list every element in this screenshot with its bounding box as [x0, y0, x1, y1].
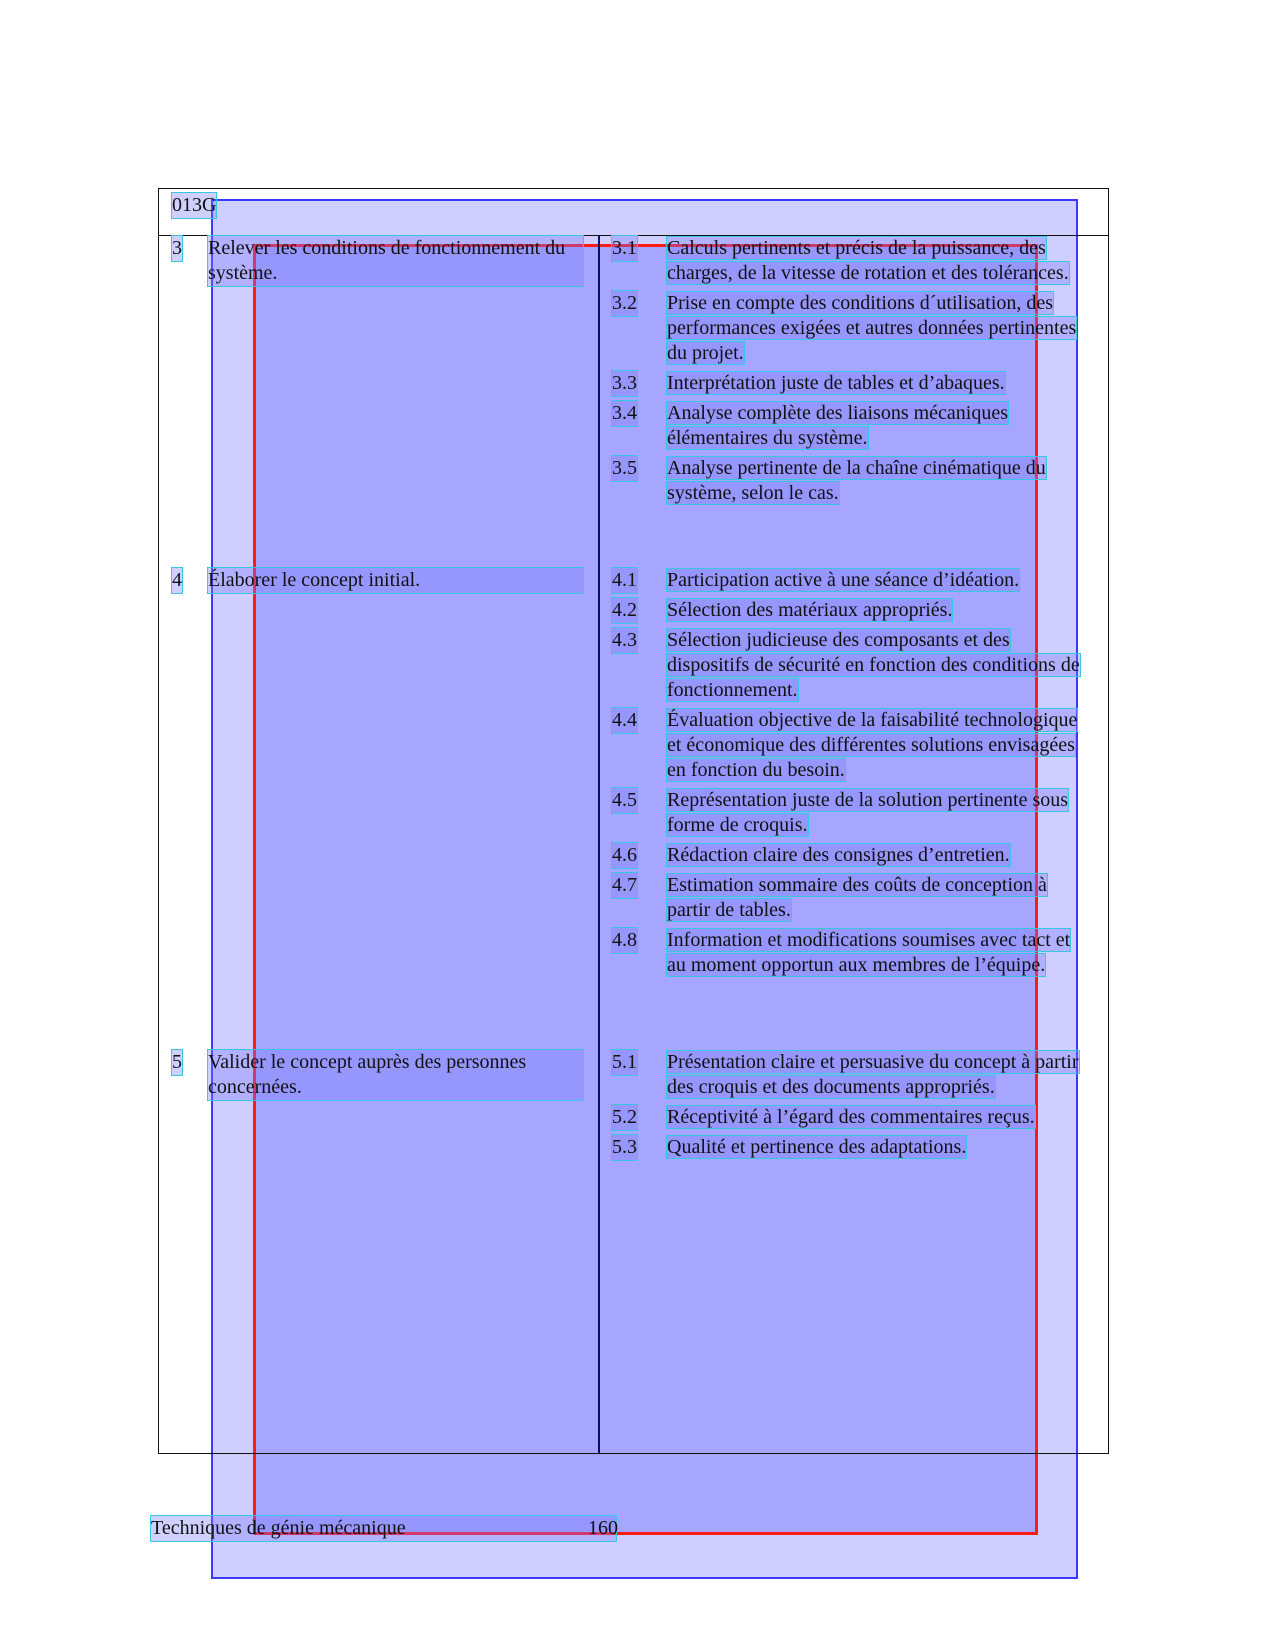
criterion [612, 928, 1087, 978]
criterion [612, 1050, 1087, 1100]
element-text: Élaborer le concept initial. [208, 568, 583, 593]
footer-title: Techniques de génie mécanique [151, 1516, 616, 1541]
criterion-number: 3.3 [612, 372, 637, 394]
criterion [612, 628, 1087, 703]
criterion-text: Représentation juste de la solution pertinente sous forme de croquis. [667, 789, 1069, 836]
criteria-list [612, 236, 1087, 511]
criterion-number: 5.2 [612, 1106, 637, 1128]
criterion [612, 568, 1087, 593]
competency-code: 013G [172, 194, 217, 216]
criterion-text: Sélection judicieuse des composants et des dispositifs de sécurité en fonction des conditions de fonctionnement. [667, 629, 1080, 701]
criterion [612, 598, 1087, 623]
criterion [612, 456, 1087, 506]
criterion-number: 4.4 [612, 709, 637, 731]
criterion [612, 1135, 1087, 1160]
criterion-number: 3.1 [612, 237, 637, 259]
element-text: Relever les conditions de fonctionnement du système. [208, 236, 583, 286]
criterion-number: 4.2 [612, 599, 637, 621]
criterion-number: 5.3 [612, 1136, 637, 1158]
criterion-number: 4.3 [612, 629, 637, 651]
criterion-number: 3.4 [612, 402, 637, 424]
criterion-text: Qualité et pertinence des adaptations. [667, 1136, 967, 1158]
criterion-text: Réceptivité à l’égard des commentaires reçus. [667, 1106, 1035, 1128]
element-number: 4 [172, 569, 182, 591]
criterion-text: Information et modifications soumises avec tact et au moment opportun aux membres de l’équipe. [667, 929, 1071, 976]
criterion-text: Interprétation juste de tables et d’abaques. [667, 372, 1005, 394]
criterion-number: 4.1 [612, 569, 637, 591]
criterion [612, 843, 1087, 868]
criteria-list [612, 1050, 1087, 1165]
criteria-list [612, 568, 1087, 983]
criterion [612, 371, 1087, 396]
criterion-text: Analyse pertinente de la chaîne cinématique du système, selon le cas. [667, 457, 1046, 504]
criterion-text: Prise en compte des conditions d´utilisation, des performances exigées et autres données pertinentes du projet. [667, 292, 1077, 364]
criterion-number: 4.7 [612, 874, 637, 896]
criterion-text: Sélection des matériaux appropriés. [667, 599, 953, 621]
criterion [612, 291, 1087, 366]
criterion [612, 788, 1087, 838]
page-number: 160 [588, 1517, 618, 1539]
element-number: 5 [172, 1051, 182, 1073]
criterion-text: Évaluation objective de la faisabilité technologique et économique des différentes solutions envisagées en fonction du besoin. [667, 709, 1078, 781]
column-divider [598, 235, 600, 1453]
criterion [612, 873, 1087, 923]
criterion-text: Rédaction claire des consignes d’entretien. [667, 844, 1010, 866]
criterion-number: 3.5 [612, 457, 637, 479]
criterion [612, 236, 1087, 286]
criterion-number: 4.8 [612, 929, 637, 951]
element-text: Valider le concept auprès des personnes concernées. [208, 1050, 583, 1100]
criterion-text: Participation active à une séance d’idéation. [667, 569, 1020, 591]
element-number: 3 [172, 237, 182, 259]
criterion-number: 4.6 [612, 844, 637, 866]
criterion-text: Estimation sommaire des coûts de conception à partir de tables. [667, 874, 1047, 921]
criterion-text: Présentation claire et persuasive du concept à partir des croquis et des documents appropriés. [667, 1051, 1079, 1098]
criterion [612, 401, 1087, 451]
criterion [612, 708, 1087, 783]
criterion-text: Analyse complète des liaisons mécaniques élémentaires du système. [667, 402, 1009, 449]
criterion [612, 1105, 1087, 1130]
criterion-number: 4.5 [612, 789, 637, 811]
criterion-number: 5.1 [612, 1051, 637, 1073]
criterion-number: 3.2 [612, 292, 637, 314]
criterion-text: Calculs pertinents et précis de la puissance, des charges, de la vitesse de rotation et des tolérances. [667, 237, 1069, 284]
